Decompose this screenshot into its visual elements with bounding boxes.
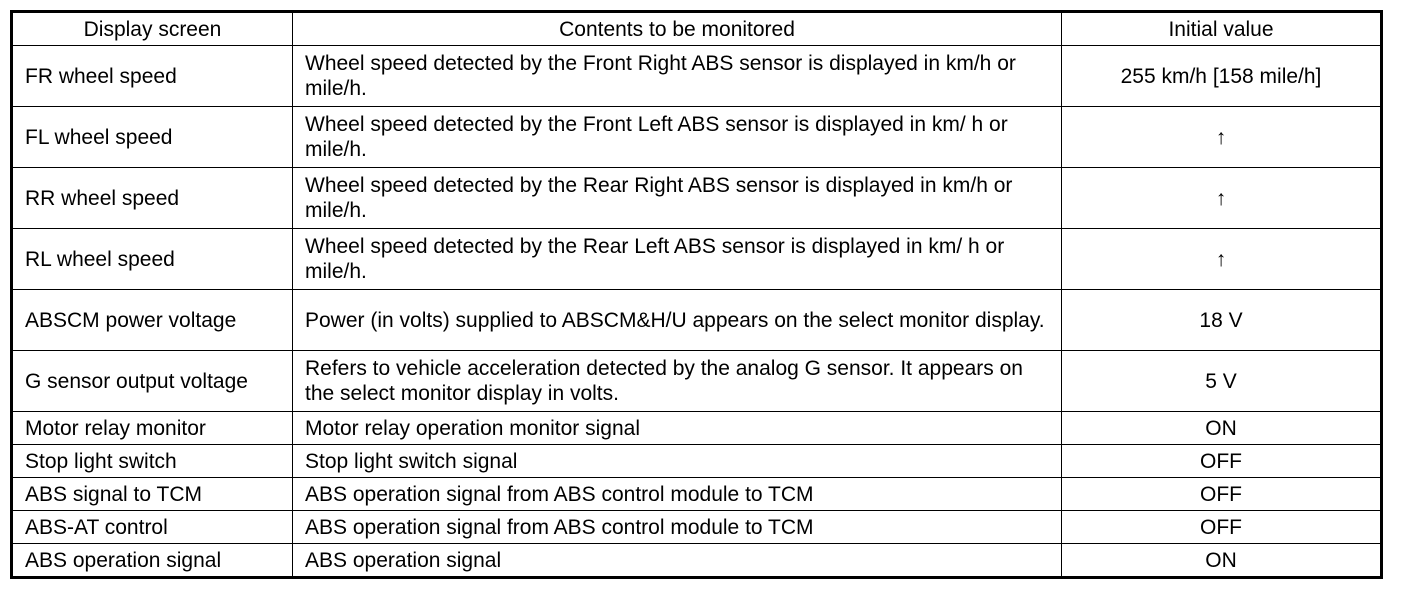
contents-cell: Stop light switch signal <box>293 445 1062 478</box>
display-screen-cell: ABS-AT control <box>12 511 293 544</box>
display-screen-cell: G sensor output voltage <box>12 351 293 412</box>
display-screen-cell: ABSCM power voltage <box>12 290 293 351</box>
table-header-row <box>12 12 1382 46</box>
contents-cell: Power (in volts) supplied to ABSCM&H/U appears on the select monitor display. <box>293 290 1062 351</box>
initial-value-cell: 5 V <box>1062 351 1382 412</box>
display-screen-cell: RL wheel speed <box>12 229 293 290</box>
initial-value-cell: 255 km/h [158 mile/h] <box>1062 46 1382 107</box>
contents-cell: Wheel speed detected by the Front Left ABS sensor is displayed in km/ h or mile/h. <box>293 107 1062 168</box>
contents-cell: ABS operation signal from ABS control module to TCM <box>293 478 1062 511</box>
table-row <box>12 544 1382 578</box>
table-row <box>12 412 1382 445</box>
table-row <box>12 445 1382 478</box>
table-row <box>12 511 1382 544</box>
table-row <box>12 290 1382 351</box>
contents-cell: Motor relay operation monitor signal <box>293 412 1062 445</box>
contents-cell: Wheel speed detected by the Rear Right ABS sensor is displayed in km/h or mile/h. <box>293 168 1062 229</box>
table-row <box>12 229 1382 290</box>
monitor-table <box>10 10 1383 579</box>
display-screen-cell: ABS signal to TCM <box>12 478 293 511</box>
contents-cell: ABS operation signal from ABS control module to TCM <box>293 511 1062 544</box>
contents-cell: Refers to vehicle acceleration detected by the analog G sensor. It appears on the select monitor display in volts. <box>293 351 1062 412</box>
header-display-screen: Display screen <box>12 12 293 46</box>
display-screen-cell: Motor relay monitor <box>12 412 293 445</box>
table-row <box>12 351 1382 412</box>
header-contents: Contents to be monitored <box>293 12 1062 46</box>
initial-value-cell: ↑ <box>1062 229 1382 290</box>
display-screen-cell: RR wheel speed <box>12 168 293 229</box>
display-screen-cell: FR wheel speed <box>12 46 293 107</box>
initial-value-cell: OFF <box>1062 445 1382 478</box>
contents-cell: Wheel speed detected by the Rear Left ABS sensor is displayed in km/ h or mile/h. <box>293 229 1062 290</box>
initial-value-cell: ↑ <box>1062 168 1382 229</box>
initial-value-cell: ↑ <box>1062 107 1382 168</box>
initial-value-cell: 18 V <box>1062 290 1382 351</box>
table-row <box>12 46 1382 107</box>
display-screen-cell: Stop light switch <box>12 445 293 478</box>
initial-value-cell: ON <box>1062 412 1382 445</box>
initial-value-cell: OFF <box>1062 511 1382 544</box>
initial-value-cell: ON <box>1062 544 1382 578</box>
contents-cell: Wheel speed detected by the Front Right ABS sensor is displayed in km/h or mile/h. <box>293 46 1062 107</box>
table-row <box>12 478 1382 511</box>
display-screen-cell: ABS operation signal <box>12 544 293 578</box>
header-initial-value: Initial value <box>1062 12 1382 46</box>
monitor-table-container <box>10 10 1383 579</box>
contents-cell: ABS operation signal <box>293 544 1062 578</box>
table-row <box>12 168 1382 229</box>
initial-value-cell: OFF <box>1062 478 1382 511</box>
display-screen-cell: FL wheel speed <box>12 107 293 168</box>
table-row <box>12 107 1382 168</box>
